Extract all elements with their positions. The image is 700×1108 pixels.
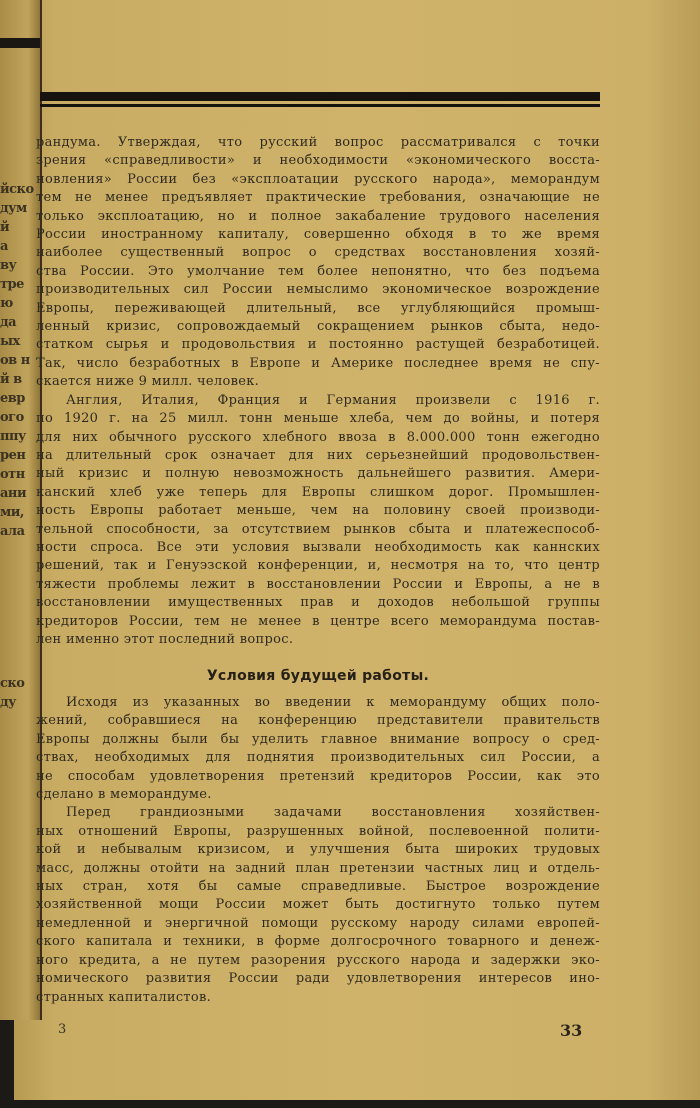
previous-page-fragment: отн (0, 467, 25, 482)
text-line: лен именно этот последний вопрос. (36, 631, 294, 647)
text-line: канский хлеб уже теперь для Европы слишком дорог. Промышлен- (36, 484, 600, 500)
text-line: тяжести проблемы лежит в восстановлении России и Европы, а не в (36, 576, 600, 592)
text-line: странных капиталистов. (36, 989, 212, 1005)
text-line: только эксплоатацию, но и полное закабаление трудового населения (36, 208, 600, 224)
text-line: кредиторов России, тем не менее в центре всего меморандума постав- (36, 613, 600, 629)
text-line: ствах, необходимых для поднятия производительных сил России, а (36, 750, 600, 766)
text-line: ства России. Это умолчание тем более непонятно, что без подъема (36, 263, 600, 279)
text-line: Исходя из указанных во введении к меморандуму общих поло- (66, 695, 600, 710)
header-rule-thin (40, 104, 600, 107)
text-line: ского капитала и техники, в форме долгосрочного товарного и денеж- (36, 934, 600, 950)
text-line: зрения «справедливости» и необходимости «экономического восста- (36, 153, 600, 169)
previous-page-fragment: ву (0, 258, 17, 273)
previous-page-fragment: ани (0, 486, 27, 501)
text-line: новления» России без «эксплоатации русского народа», меморандум (36, 171, 600, 187)
text-line: кой и небывалым кризисом, и улучшения быта широких трудовых (36, 842, 600, 858)
previous-page-fragment: рен (0, 448, 26, 463)
text-line: ность Европы работает меньше, чем на половину своей производи- (36, 503, 600, 519)
previous-page-fragment: ю (0, 296, 13, 311)
text-line: хозяйственной мощи России может быть достигнуто только путем (36, 897, 600, 913)
text-line: ности спроса. Все эти условия вызвали необходимость как каннских (36, 539, 600, 555)
text-line: ного кредита, а не путем разорения русского народа и задержки эко- (36, 952, 600, 968)
text-line: Англия, Италия, Франция и Германия произвели с 1916 г. (66, 392, 600, 408)
text-line: ный кризис и полную невозможность дальнейшего развития. Амери- (36, 466, 600, 482)
previous-page-fragment: а (0, 239, 8, 254)
text-line: не способам удовлетворения претензий кредиторов России, как это (36, 768, 600, 784)
previous-page-fragment: дум (0, 201, 27, 216)
text-line: жений, собравшиеся на конференцию представители правительств (36, 713, 600, 729)
previous-page-fragment: ми, (0, 505, 24, 520)
text-line: на длительный срок означает для них серьезнейший продовольствен- (36, 447, 600, 463)
text-line: ных стран, хотя бы самые справедливые. Быстрое возрождение (36, 879, 600, 895)
text-line: немедленной и энергичной помощи русскому народу силами европей- (36, 915, 600, 931)
text-line: ных отношений Европы, разрушенных войной, послевоенной полити- (36, 823, 600, 839)
previous-page-fragment: ала (0, 524, 25, 539)
text-line: скается ниже 9 милл. человек. (36, 374, 260, 390)
previous-page-fragment: й (0, 220, 10, 235)
text-line: России иностранному капиталу, совершенно обходя в то же время (36, 227, 600, 243)
text-line: производительных сил России немыслимо экономическое возрождение (36, 282, 600, 298)
previous-page-fragment: тре (0, 277, 24, 292)
previous-page-rule (0, 38, 40, 48)
text-line: Перед грандиозными задачами восстановления хозяйствен- (66, 805, 600, 821)
section-heading: Условия будущей работы. (206, 668, 430, 684)
signature-mark: 3 (58, 1022, 67, 1037)
body-text-top (36, 134, 600, 649)
previous-page-fragment: ду (0, 695, 16, 710)
previous-page-fragment: да (0, 315, 17, 330)
body-text-bottom (36, 694, 600, 1007)
previous-page-fragment: евр (0, 391, 25, 406)
text-line: тельной способности, за отсутствием рынков сбыта и платежеспособ- (36, 521, 600, 537)
text-line: по 1920 г. на 25 милл. тонн меньше хлеба, чем до войны, и потеря (36, 411, 600, 427)
page-number: 33 (560, 1021, 583, 1040)
text-line: Европы, переживающей длительный, все углубляющийся промыш- (36, 300, 600, 316)
text-line: статком сырья и продовольствия и постоянно растущей безработицей. (36, 337, 600, 353)
text-line: Европы должны были бы уделить главное внимание вопросу о сред- (36, 731, 600, 747)
previous-page-fragment: ско (0, 676, 25, 691)
header-rule-thick (40, 92, 600, 101)
previous-page-fragment: ого (0, 410, 24, 425)
previous-page-fragment: йско (0, 182, 34, 197)
text-line: восстановлении имущественных прав и доходов небольшой группы (36, 595, 600, 611)
text-line: ленный кризис, сопровождаемый сокращением рынков сбыта, недо- (36, 319, 600, 335)
text-line: наиболее существенный вопрос о средствах восстановления хозяй- (36, 245, 600, 261)
text-line: сделано в меморандуме. (36, 787, 212, 803)
previous-page-fragment: й в (0, 372, 22, 387)
text-line: тем не менее предъявляет практические требования, означающие не (36, 190, 600, 206)
previous-page-fragment: ов н (0, 353, 30, 368)
text-line: номического развития России ради удовлетворения интересов ино- (36, 971, 600, 987)
text-line: масс, должны отойти на задний план претензии частных лиц и отдель- (36, 860, 600, 876)
previous-page-fragment: ппу (0, 429, 26, 444)
text-line: Так, число безработных в Европе и Америке последнее время не спу- (36, 355, 600, 371)
text-line: рандума. Утверждая, что русский вопрос рассматривался с точки (36, 135, 600, 150)
previous-page-fragment: ых (0, 334, 20, 349)
text-line: для них обычного русского хлебного ввоза в 8.000.000 тонн ежегодно (36, 429, 600, 445)
text-line: решений, так и Генуэзской конференции, и, несмотря на то, что центр (36, 558, 600, 574)
